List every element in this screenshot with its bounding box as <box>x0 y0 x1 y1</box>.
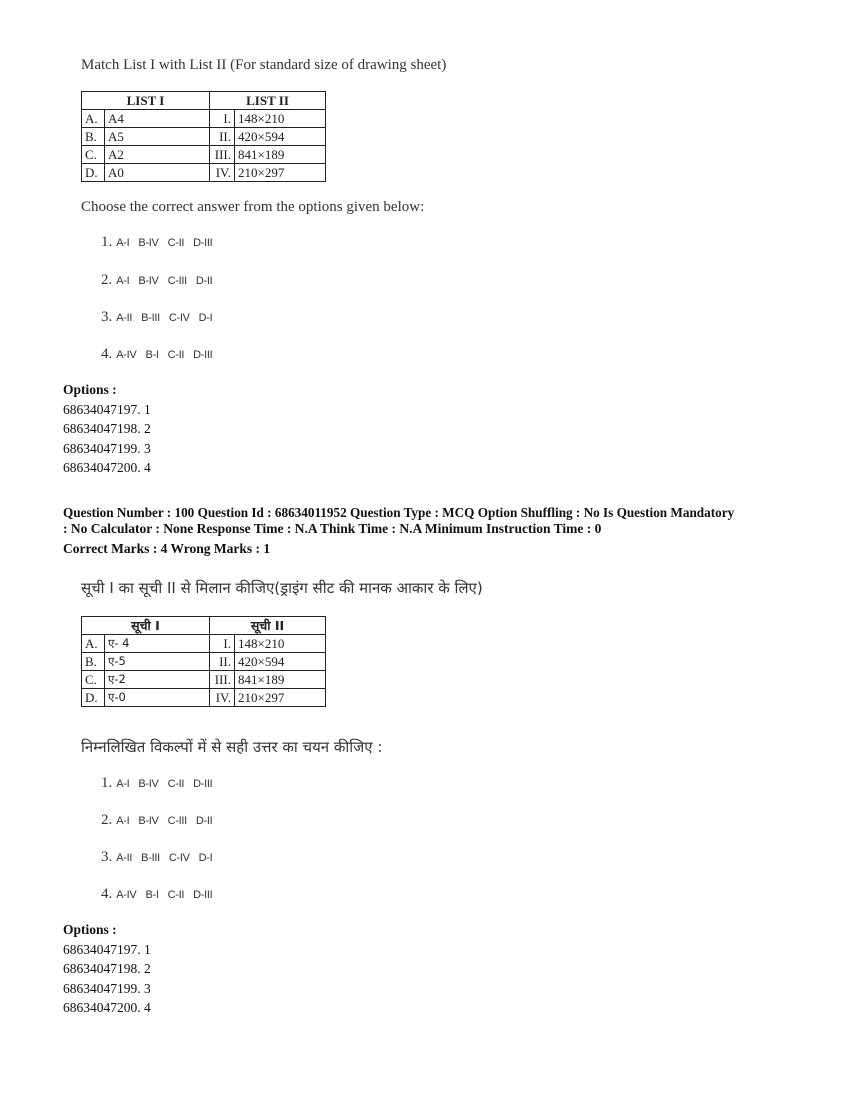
choice-part: B-III <box>141 312 160 324</box>
choice-part: D-I <box>198 852 213 864</box>
choice-number: 2. <box>101 812 113 828</box>
list2-header: LIST II <box>210 92 326 110</box>
choice-part: A-IV <box>116 889 137 901</box>
row-key: B. <box>82 653 105 671</box>
table-row <box>82 635 326 653</box>
choice-part: A-I <box>116 815 130 827</box>
list2-header: सूची II <box>210 617 326 635</box>
row-size: 210×297 <box>235 689 326 707</box>
option-id: 68634047197. 1 <box>63 942 151 957</box>
question-title: Match List I with List II (For standard size of drawing sheet) <box>81 57 447 73</box>
choice-part: A-IV <box>116 349 137 361</box>
answer-choice-1 <box>101 234 221 251</box>
row-key: A. <box>82 635 105 653</box>
choice-part: B-III <box>141 852 160 864</box>
instruction-text: Choose the correct answer from the options given below: <box>81 199 425 215</box>
choice-part: D-III <box>193 889 213 901</box>
choice-part: B-IV <box>138 237 159 249</box>
list1-header: LIST I <box>82 92 210 110</box>
choice-part: A-II <box>116 312 133 324</box>
choice-part: B-IV <box>138 778 159 790</box>
table-row <box>82 671 326 689</box>
row-key: B. <box>82 128 105 146</box>
row-key: A. <box>82 110 105 128</box>
answer-choice-3 <box>101 849 221 866</box>
row-key: C. <box>82 146 105 164</box>
question-title-hindi: सूची I का सूची II से मिलान कीजिए(ड्राइंग सीट की मानक आकार के लिए) <box>81 579 483 597</box>
row-roman: III. <box>210 146 235 164</box>
table-row <box>82 128 326 146</box>
choice-number: 3. <box>101 309 113 325</box>
row-roman: IV. <box>210 164 235 182</box>
choice-part: B-IV <box>138 275 159 287</box>
choice-part: C-II <box>167 237 185 249</box>
row-value: ए- 4 <box>105 635 210 653</box>
choice-part: D-I <box>198 312 213 324</box>
row-key: D. <box>82 164 105 182</box>
choice-number: 4. <box>101 886 113 902</box>
row-value: A5 <box>105 128 210 146</box>
row-roman: I. <box>210 110 235 128</box>
answer-choice-2 <box>101 272 221 289</box>
row-size: 148×210 <box>235 635 326 653</box>
row-value: ए-0 <box>105 689 210 707</box>
answer-choice-3 <box>101 309 221 326</box>
choice-part: C-III <box>167 815 187 827</box>
instruction-text-hindi: निम्नलिखित विकल्पों में से सही उत्तर का चयन कीजिए : <box>81 738 383 756</box>
choice-part: A-I <box>116 237 130 249</box>
question-marks: Correct Marks : 4 Wrong Marks : 1 <box>63 541 271 556</box>
row-size: 148×210 <box>235 110 326 128</box>
choice-part: B-I <box>145 889 159 901</box>
option-id: 68634047200. 4 <box>63 460 151 475</box>
choice-number: 3. <box>101 849 113 865</box>
row-size: 420×594 <box>235 128 326 146</box>
table-row <box>82 146 326 164</box>
option-id: 68634047198. 2 <box>63 421 151 436</box>
row-roman: III. <box>210 671 235 689</box>
choice-part: C-IV <box>168 312 190 324</box>
choice-part: B-I <box>145 349 159 361</box>
match-table <box>81 91 326 182</box>
question-meta-line2: : No Calculator : None Response Time : N.A Think Time : N.A Minimum Instruction Time : 0 <box>63 521 602 536</box>
choice-part: D-III <box>193 237 213 249</box>
choice-part: A-I <box>116 778 130 790</box>
row-roman: IV. <box>210 689 235 707</box>
answer-choice-4 <box>101 886 221 903</box>
row-roman: I. <box>210 635 235 653</box>
answer-choice-4 <box>101 346 221 363</box>
options-label: Options : <box>63 382 117 397</box>
row-key: C. <box>82 671 105 689</box>
choice-part: C-IV <box>168 852 190 864</box>
answer-choice-2 <box>101 812 221 829</box>
row-value: A2 <box>105 146 210 164</box>
list1-header: सूची I <box>82 617 210 635</box>
row-value: ए-2 <box>105 671 210 689</box>
table-row <box>82 110 326 128</box>
option-id: 68634047197. 1 <box>63 402 151 417</box>
row-value: A0 <box>105 164 210 182</box>
choice-part: A-II <box>116 852 133 864</box>
choice-number: 2. <box>101 272 113 288</box>
choice-part: C-III <box>167 275 187 287</box>
choice-part: C-II <box>167 889 185 901</box>
match-table-hindi <box>81 616 326 707</box>
row-value: A4 <box>105 110 210 128</box>
choice-part: D-II <box>195 275 213 287</box>
choice-number: 4. <box>101 346 113 362</box>
table-row <box>82 689 326 707</box>
row-value: ए-5 <box>105 653 210 671</box>
choice-number: 1. <box>101 775 113 791</box>
row-size: 420×594 <box>235 653 326 671</box>
row-roman: II. <box>210 128 235 146</box>
options-label: Options : <box>63 922 117 937</box>
choice-part: C-II <box>167 778 185 790</box>
row-key: D. <box>82 689 105 707</box>
option-id: 68634047199. 3 <box>63 981 151 996</box>
row-size: 841×189 <box>235 146 326 164</box>
table-row <box>82 164 326 182</box>
choice-part: D-III <box>193 778 213 790</box>
choice-number: 1. <box>101 234 113 250</box>
choice-part: D-III <box>193 349 213 361</box>
row-roman: II. <box>210 653 235 671</box>
answer-choice-1 <box>101 775 221 792</box>
option-id: 68634047199. 3 <box>63 441 151 456</box>
option-id: 68634047200. 4 <box>63 1000 151 1015</box>
choice-part: B-IV <box>138 815 159 827</box>
table-row <box>82 653 326 671</box>
choice-part: C-II <box>167 349 185 361</box>
option-id: 68634047198. 2 <box>63 961 151 976</box>
question-meta-line1: Question Number : 100 Question Id : 68634011952 Question Type : MCQ Option Shuffling : No Is Question Mandatory <box>63 505 735 520</box>
row-size: 210×297 <box>235 164 326 182</box>
choice-part: A-I <box>116 275 130 287</box>
row-size: 841×189 <box>235 671 326 689</box>
choice-part: D-II <box>195 815 213 827</box>
